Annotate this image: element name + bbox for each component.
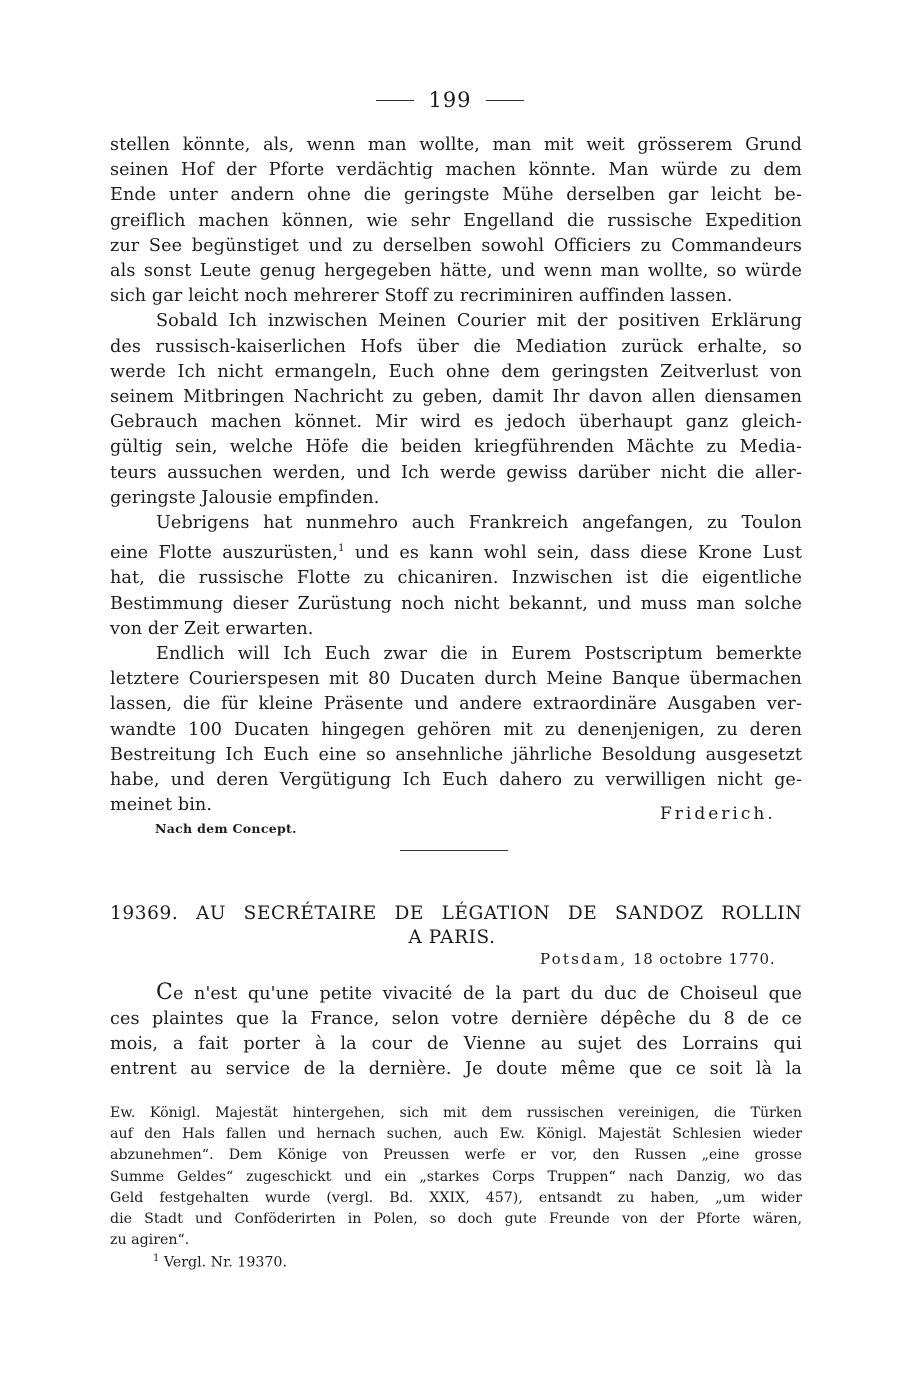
text-line: ces plaintes que la France, selon votre dernière dépêche du 8 de ce: [110, 1009, 802, 1029]
text-fragment: e n'est qu'une petite vivacité de la part du duc de Choiseul que: [172, 984, 802, 1004]
text-line: Endlich will Ich Euch zwar die in Eurem Postscriptum bemerkte: [156, 643, 802, 664]
signature: Friderich.: [660, 804, 776, 824]
letter-title: AU SECRÉTAIRE DE LÉGATION DE SANDOZ ROLLIN: [195, 903, 803, 924]
text-line: Bestreitung Ich Euch eine so ansehnliche jährliche Besoldung ausgesetzt: [110, 744, 802, 765]
text-line: mois, a fait porter à la cour de Vienne au sujet des Lorrains qui: [110, 1034, 802, 1054]
letter-body: [110, 980, 802, 1082]
letter-title-line2: A PARIS.: [408, 927, 496, 948]
text-line: wandte 100 Ducaten hingegen gehören mit zu denenjenigen, zu deren: [110, 719, 802, 740]
text-fragment: und es kann wohl sein, dass diese Krone Lust: [354, 543, 802, 564]
letter-place-date: [540, 950, 780, 968]
letter-number: 19369.: [110, 903, 179, 924]
text-line: teurs aussuchen werden, und Ich werde gewiss darüber nicht die aller-: [110, 462, 802, 483]
text-line: gültig sein, welche Höfe die beiden kriegführenden Mächte zu Media-: [110, 437, 802, 458]
letter-heading: [110, 902, 802, 950]
text-line: letztere Courierspesen mit 80 Ducaten durch Meine Banque übermachen: [110, 669, 802, 690]
letter-heading-line: [110, 902, 802, 926]
text-line: entrent au service de la dernière. Je doute même que ce soit là la: [110, 1059, 802, 1079]
text-fragment: eine Flotte auszurüsten,: [110, 543, 339, 564]
text-line: Ende unter andern ohne die geringste Mühe derselben gar leicht be-: [110, 185, 802, 206]
text-line: Uebrigens hat nunmehro auch Frankreich angefangen, zu Toulon: [156, 513, 802, 534]
text-line: meinet bin.: [110, 795, 213, 816]
body-text-continued: [110, 133, 802, 818]
footnote-line: die Stadt und Conföderirten in Polen, so doch gute Freunde von der Pforte wären,: [110, 1211, 802, 1228]
text-line: Sobald Ich inzwischen Meinen Courier mit der positiven Erklärung: [156, 311, 802, 332]
footnote-line: Geld festgehalten wurde (vergl. Bd. XXIX, 457), entsandt zu haben, „um wider: [110, 1189, 802, 1206]
text-line: Gebrauch machen könnet. Mir wird es jedoch überhaupt ganz gleich-: [110, 412, 802, 433]
text-line: werde Ich nicht ermangeln, Euch ohne dem geringsten Zeitverlust von: [110, 361, 802, 382]
text-line: sich gar leicht noch mehrerer Stoff zu recriminiren auffinden lassen.: [110, 286, 733, 307]
text-line: seinem Mitbringen Nachricht zu geben, damit Ihr davon allen diensamen: [110, 387, 802, 408]
text-line: zur See begünstiget und zu derselben sowohl Officiers zu Commandeurs: [110, 235, 802, 256]
text-line: Bestimmung dieser Zurüstung noch nicht bekannt, und muss man solche: [110, 593, 802, 614]
text-line: seinen Hof der Pforte verdächtig machen könnte. Man würde zu dem: [110, 160, 802, 181]
header-rule-left: [376, 100, 414, 101]
footnote-line: zu agiren“.: [110, 1232, 190, 1249]
text-line: [110, 980, 802, 1007]
text-line: habe, und deren Vergütigung Ich Euch dahero zu verwilligen nicht ge-: [110, 769, 802, 790]
source-note: Nach dem Concept.: [155, 821, 297, 836]
footnotes: [110, 1103, 802, 1251]
footnote-marker: 1: [153, 1253, 160, 1264]
page-header: [0, 88, 900, 112]
text-line: stellen könnte, als, wenn man wollte, man mit weit grösserem Grund: [110, 135, 802, 155]
footnote-line: Summe Geldes“ zugeschickt und ein „starkes Corps Truppen“ nach Danzig, wo das: [110, 1168, 802, 1185]
footnote-line: auf den Hals fallen und hernach suchen, auch Ew. Königl. Majestät Schlesien wieder: [110, 1126, 802, 1143]
text-line: lassen, die für kleine Präsente und andere extraordinäre Ausgaben ver-: [110, 694, 802, 715]
footnote-1: [153, 1253, 287, 1271]
letter-place: Potsdam,: [540, 950, 628, 968]
footnote-text: Vergl. Nr. 19370.: [163, 1254, 287, 1271]
footnote-ref: 1: [338, 543, 345, 555]
text-line: als sonst Leute genug hergegeben hätte, und wenn man wollte, so würde: [110, 261, 802, 282]
text-line: geringste Jalousie empfinden.: [110, 487, 380, 508]
footnote-line: abzunehmen“. Dem Könige von Preussen werfe er vor, den Russen „eine grosse: [110, 1147, 802, 1164]
section-divider: [400, 850, 508, 851]
text-line: des russisch-kaiserlichen Hofs über die Mediation zurück erhalte, so: [110, 336, 802, 357]
text-line-with-footnote-ref: [110, 536, 802, 566]
initial-letter: C: [156, 980, 173, 1005]
text-line: greiflich machen können, wie sehr Engelland die russische Expedition: [110, 210, 802, 231]
header-rule-right: [486, 100, 524, 101]
text-line: von der Zeit erwarten.: [110, 618, 314, 639]
page-number: 199: [428, 88, 472, 112]
text-line: hat, die russische Flotte zu chicaniren. Inzwischen ist die eigentliche: [110, 568, 802, 589]
footnote-line: Ew. Königl. Majestät hintergehen, sich mit dem russischen vereinigen, die Türken: [110, 1105, 802, 1121]
letter-date: 18 octobre 1770.: [632, 950, 776, 968]
